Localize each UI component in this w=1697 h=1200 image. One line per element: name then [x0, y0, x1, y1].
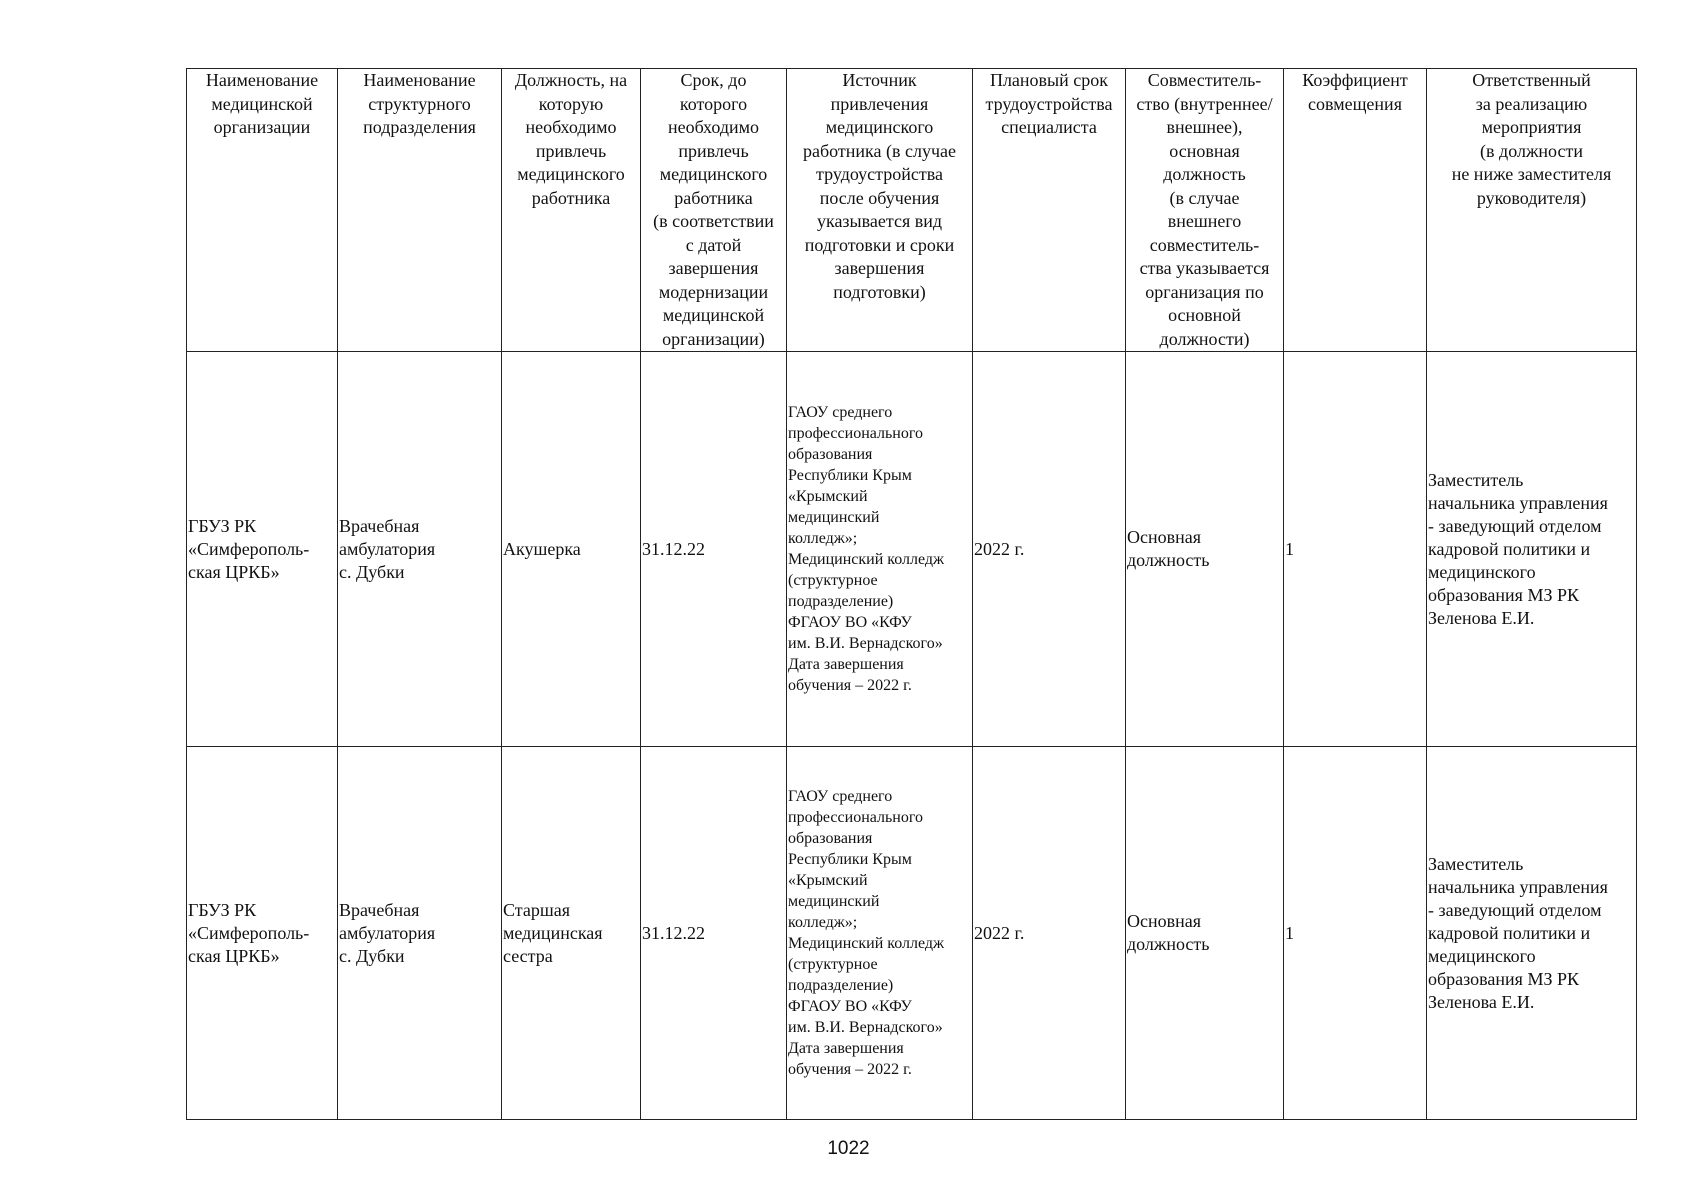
cell-subdivision: Врачебная амбулатория с. Дубки	[338, 352, 502, 747]
cell-responsible: Заместитель начальника управления - заведующий отделом кадровой политики и медицинского образования МЗ РК Зеленова Е.И.	[1427, 747, 1637, 1120]
cell-planned-date: 2022 г.	[973, 352, 1126, 747]
header-responsible: Ответственный за реализацию мероприятия (в должности не ниже заместителя руководителя)	[1427, 69, 1637, 352]
table-row	[187, 747, 1637, 1120]
cell-combination: Основная должность	[1126, 747, 1284, 1120]
cell-deadline: 31.12.22	[641, 352, 787, 747]
header-subdivision: Наименование структурного подразделения	[338, 69, 502, 352]
cell-coefficient: 1	[1284, 352, 1427, 747]
cell-combination: Основная должность	[1126, 352, 1284, 747]
cell-organization: ГБУЗ РК «Симферополь- ская ЦРКБ»	[187, 747, 338, 1120]
header-combination: Совместитель- ство (внутреннее/ внешнее), основная должность (в случае внешнего совместитель- ства указывается организация по основной должности)	[1126, 69, 1284, 352]
header-deadline: Срок, до которого необходимо привлечь медицинского работника (в соответствии с датой завершения модернизации медицинской организации)	[641, 69, 787, 352]
page-number: 1022	[827, 1138, 870, 1159]
cell-planned-date: 2022 г.	[973, 747, 1126, 1120]
cell-subdivision: Врачебная амбулатория с. Дубки	[338, 747, 502, 1120]
cell-source: ГАОУ среднего профессионального образования Республики Крым «Крымский медицинский колледж»; Медицинский колледж (структурное подразделение) ФГАОУ ВО «КФУ им. В.И. Вернадского» Дата завершения обучения – 2022 г.	[787, 747, 973, 1120]
table-row	[187, 352, 1637, 747]
cell-position: Акушерка	[502, 352, 641, 747]
header-planned-date: Плановый срок трудоустройства специалиста	[973, 69, 1126, 352]
header-source: Источник привлечения медицинского работника (в случае трудоустройства после обучения указывается вид подготовки и сроки завершения подготовки)	[787, 69, 973, 352]
cell-coefficient: 1	[1284, 747, 1427, 1120]
header-coefficient: Коэффициент совмещения	[1284, 69, 1427, 352]
staffing-table	[186, 68, 1637, 1120]
cell-responsible: Заместитель начальника управления - заведующий отделом кадровой политики и медицинского образования МЗ РК Зеленова Е.И.	[1427, 352, 1637, 747]
cell-source: ГАОУ среднего профессионального образования Республики Крым «Крымский медицинский колледж»; Медицинский колледж (структурное подразделение) ФГАОУ ВО «КФУ им. В.И. Вернадского» Дата завершения обучения – 2022 г.	[787, 352, 973, 747]
cell-position: Старшая медицинская сестра	[502, 747, 641, 1120]
header-organization: Наименование медицинской организации	[187, 69, 338, 352]
cell-deadline: 31.12.22	[641, 747, 787, 1120]
cell-organization: ГБУЗ РК «Симферополь- ская ЦРКБ»	[187, 352, 338, 747]
header-position: Должность, на которую необходимо привлечь медицинского работника	[502, 69, 641, 352]
table-header-row	[187, 69, 1637, 352]
